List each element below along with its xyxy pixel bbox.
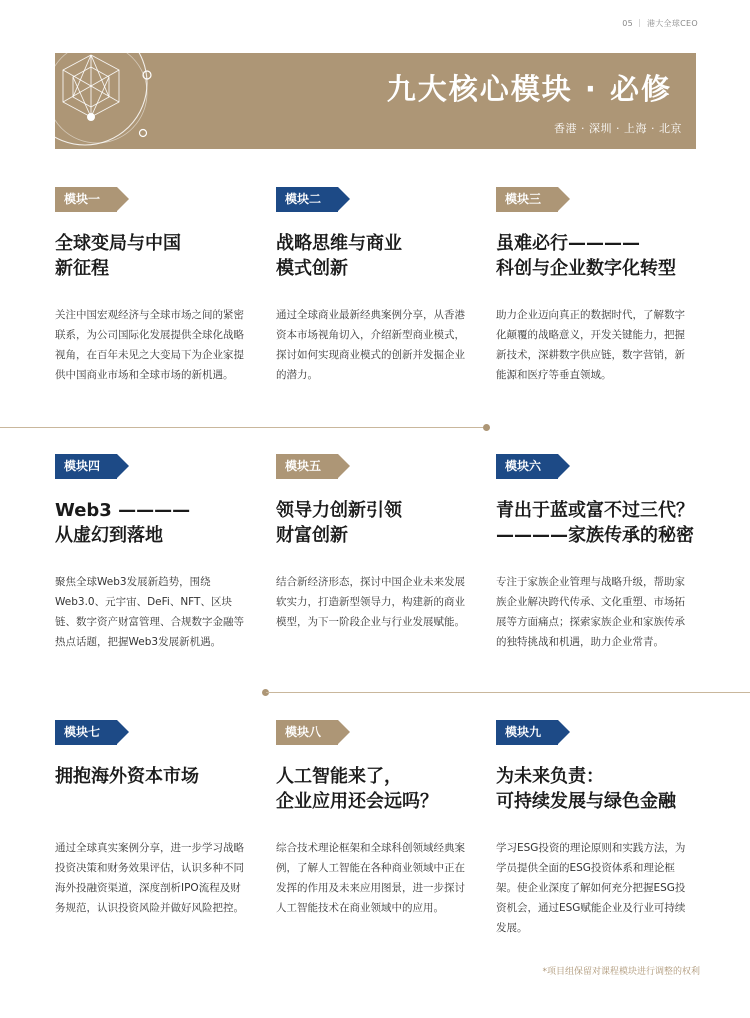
module-title — [496, 498, 726, 548]
module-title-line2: 从虚幻到落地 — [55, 525, 163, 546]
module-card — [55, 720, 255, 914]
module-title — [276, 764, 506, 814]
module-card — [496, 720, 696, 934]
module-description: 结合新经济形态，探讨中国企业未来发展软实力，打造新型领导力，构建新的商业模型，为下一阶段企业与行业发展赋能。 — [276, 576, 465, 628]
banner — [55, 53, 696, 149]
divider-dot — [483, 424, 490, 431]
footnote: *项目组保留对课程模块进行调整的权利 — [542, 967, 700, 977]
module-card — [55, 454, 255, 648]
module-title-line2: 可持续发展与绿色金融 — [496, 791, 676, 812]
module-title — [496, 231, 726, 281]
module-card — [496, 454, 696, 648]
module-tag: 模块六 — [496, 454, 558, 479]
banner-cities: 香港 · 深圳 · 上海 · 北京 — [554, 122, 682, 135]
divider — [0, 427, 487, 428]
module-title — [55, 231, 285, 281]
module-description: 学习ESG投资的理论原则和实践方法，为学员提供全面的ESG投资体系和理论框架。使企业深度了解如何充分把握ESG投资机会，通过ESG赋能企业及行业可持续发展。 — [496, 842, 686, 934]
module-title-line1: 全球变局与中国 — [55, 233, 181, 254]
module-title-line2: ————家族传承的秘密 — [496, 525, 694, 546]
module-title — [276, 498, 506, 548]
module-tag: 模块三 — [496, 187, 558, 212]
module-title — [55, 764, 285, 789]
module-tag: 模块五 — [276, 454, 338, 479]
divider — [266, 692, 750, 693]
module-description: 通过全球商业最新经典案例分享，从香港资本市场视角切入，介绍新型商业模式，探讨如何实现商业模式的创新并发掘企业的潜力。 — [276, 309, 465, 381]
module-title-line1: 人工智能来了， — [276, 766, 402, 787]
module-title-line1: 为未来负责： — [496, 766, 604, 787]
module-title-line2: 企业应用还会远吗？ — [276, 791, 438, 812]
banner-title: 九大核心模块 · 必修 — [386, 72, 672, 106]
module-description: 综合技术理论框架和全球科创领域经典案例，了解人工智能在各种商业领域中正在发挥的作用及未来应用图景，进一步探讨人工智能技术在商业领域中的应用。 — [276, 842, 465, 914]
module-title-line1: 虽难必行———— — [496, 233, 640, 254]
module-title — [276, 231, 506, 281]
module-title — [55, 498, 285, 548]
module-description: 聚焦全球Web3发展新趋势，围绕Web3.0、元宇宙、DeFi、NFT、区块链、数字资产财富管理、合规数字金融等热点话题，把握Web3发展新机遇。 — [55, 576, 244, 648]
module-card — [276, 720, 476, 914]
module-title-line1: 青出于蓝或富不过三代？ — [496, 500, 694, 521]
module-tag: 模块八 — [276, 720, 338, 745]
module-title-line2: 新征程 — [55, 258, 109, 279]
module-title-line1: Web3 ———— — [55, 500, 191, 521]
module-description: 助力企业迈向真正的数据时代，了解数字化颠覆的战略意义，开发关键能力，把握新技术，深耕数字供应链，数字营销，新能源和医疗等垂直领域。 — [496, 309, 685, 381]
module-title-line1: 拥抱海外资本市场 — [55, 766, 199, 787]
module-card — [276, 187, 476, 381]
module-description: 通过全球真实案例分享，进一步学习战略投资决策和财务效果评估，认识多种不同海外投融资渠道，深度剖析IPO流程及财务规范，认识投资风险并做好风险把控。 — [55, 842, 244, 914]
module-card — [496, 187, 696, 381]
module-title-line1: 领导力创新引领 — [276, 500, 402, 521]
page-header: 05 ｜ 港大全球CEO — [622, 19, 698, 28]
module-tag: 模块七 — [55, 720, 117, 745]
module-title-line2: 模式创新 — [276, 258, 348, 279]
module-tag: 模块九 — [496, 720, 558, 745]
module-tag: 模块二 — [276, 187, 338, 212]
module-title-line2: 财富创新 — [276, 525, 348, 546]
module-card — [55, 187, 255, 381]
module-description: 关注中国宏观经济与全球市场之间的紧密联系，为公司国际化发展提供全球化战略视角，在百年未见之大变局下为企业家提供中国商业市场和全球市场的新机遇。 — [55, 309, 244, 381]
module-tag: 模块一 — [55, 187, 117, 212]
module-description: 专注于家族企业管理与战略升级，帮助家族企业解决跨代传承、文化重塑、市场拓展等方面痛点；探索家族企业和家族传承的独特挑战和机遇，助力企业常青。 — [496, 576, 685, 648]
module-title — [496, 764, 726, 814]
module-card — [276, 454, 476, 628]
module-tag: 模块四 — [55, 454, 117, 479]
module-title-line2: 科创与企业数字化转型 — [496, 258, 676, 279]
module-title-line1: 战略思维与商业 — [276, 233, 402, 254]
